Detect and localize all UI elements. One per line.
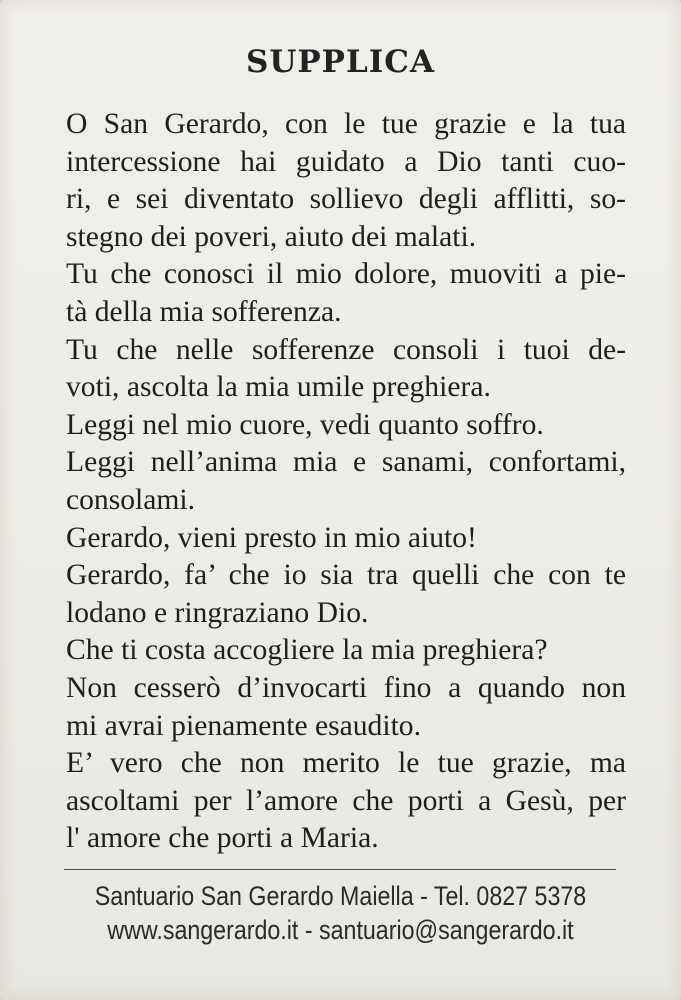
prayer-line: Non cesserò d’invocarti fino a quando non [66,671,626,704]
prayer-line: E’ vero che non merito le tue grazie, ma [66,747,626,780]
prayer-line: voti, ascolta la mia umile preghiera. [66,371,491,404]
prayer-text [66,106,626,858]
prayer-line: O San Gerardo, con le tue grazie e la tua [66,108,626,140]
prayer-line: Tu che nelle sofferenze consoli i tuoi de- [66,333,626,366]
prayer-line: ascoltami per l’amore che porti a Gesù, per [66,784,626,817]
sanctuary-web-line: www.sangerardo.it - santuario@sangerardo.it [107,915,574,945]
sanctuary-contact-line: Santuario San Gerardo Maiella - Tel. 0827 5378 [94,881,587,911]
prayer-line: Gerardo, fa’ che io sia tra quelli che con te [66,559,626,592]
prayer-line: tà della mia sofferenza. [66,295,342,328]
prayer-line: Leggi nell’anima mia e sanami, confortami, [66,446,626,479]
prayer-line: consolami. [66,483,196,516]
prayer-line: Tu che conosci il mio dolore, muoviti a pie- [66,258,626,291]
prayer-line: mi avrai pienamente esaudito. [66,709,421,742]
prayer-line: stegno dei poveri, aiuto dei malati. [66,220,477,253]
prayer-line: l' amore che porti a Maria. [66,822,379,855]
prayer-title: SUPPLICA [245,44,436,80]
prayer-line: ri, e sei diventato sollievo degli afflitti, so- [66,183,626,216]
prayer-line: Che ti costa accogliere la mia preghiera? [66,634,548,667]
footer-divider [64,869,616,870]
prayer-line: lodano e ringraziano Dio. [66,596,369,629]
prayer-line: Gerardo, vieni presto in mio aiuto! [66,521,477,554]
prayer-line: intercessione hai guidato a Dio tanti cuo- [66,145,626,178]
prayer-line: Leggi nel mio cuore, vedi quanto soffro. [66,408,544,441]
